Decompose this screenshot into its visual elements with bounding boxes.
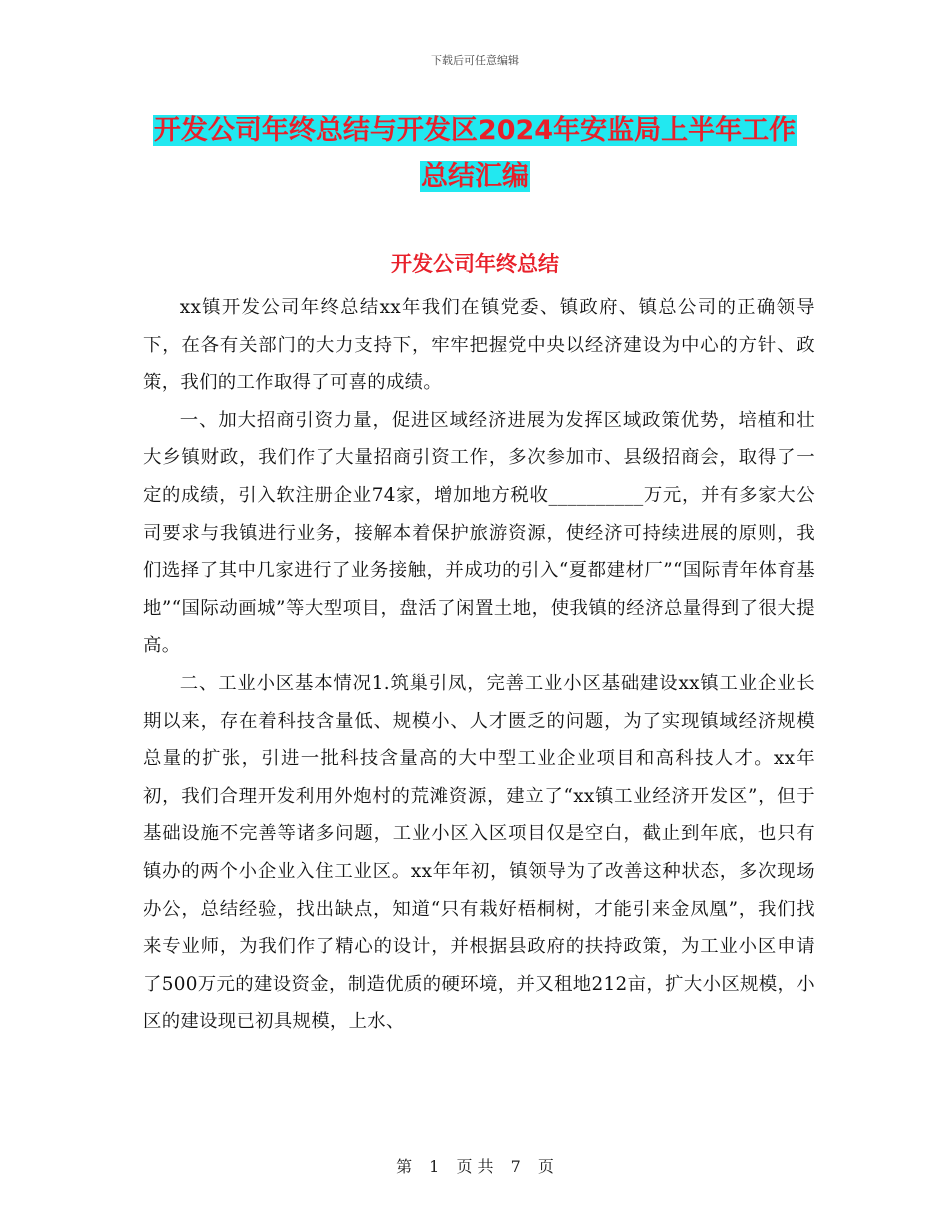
document-title [0, 108, 950, 200]
footer-total-pages: 7 [510, 1157, 521, 1176]
footer-page-suffix: 页 [537, 1157, 554, 1176]
page-footer [0, 1154, 950, 1177]
section-title: 开发公司年终总结 [391, 252, 559, 276]
footer-page-mid: 页 共 [456, 1157, 494, 1176]
paragraph: 一、加大招商引资力量，促进区域经济进展为发挥区域政策优势，培植和壮大乡镇财政，我们作了大量招商引资工作，多次参加市、县级招商会，取得了一定的成绩，引入软注册企业74家，增加地方税收__________万元，并有多家大公司要求与我镇进行业务，接解本着保护旅游资源，使经济可持续进展的原则，我们选择了其中几家进行了业务接触，并成功的引入“夏都建材厂”“国际青年体育基地”“国际动画城”等大型项目，盘活了闲置土地，使我镇的经济总量得到了很大提高。 [143, 409, 815, 657]
footer-page-number: 1 [429, 1157, 440, 1176]
body-text [143, 289, 815, 1041]
document-title-line-2: 总结汇编 [421, 161, 529, 192]
header-note: 下载后可任意编辑 [431, 54, 519, 67]
paragraph: xx镇开发公司年终总结xx年我们在镇党委、镇政府、镇总公司的正确领导下，在各有关部门的大力支持下，牢牢把握党中央以经济建设为中心的方针、政策，我们的工作取得了可喜的成绩。 [143, 297, 815, 394]
document-title-line-1: 开发公司年终总结与开发区2024年安监局上半年工作 [153, 115, 797, 146]
footer-page-prefix: 第 [396, 1157, 413, 1176]
paragraph: 二、工业小区基本情况1.筑巢引凤，完善工业小区基础建设xx镇工业企业长期以来，存在着科技含量低、规模小、人才匮乏的问题，为了实现镇域经济规模总量的扩张，引进一批科技含量高的大中型工业企业项目和高科技人才。xx年初，我们合理开发利用外炮村的荒滩资源，建立了“xx镇工业经济开发区”，但于基础设施不完善等诸多问题，工业小区入区项目仅是空白，截止到年底，也只有镇办的两个小企业入住工业区。xx年年初，镇领导为了改善这种状态，多次现场办公，总结经验，找出缺点，知道“只有栽好梧桐树，才能引来金凤凰”，我们找来专业师，为我们作了精心的设计，并根据县政府的扶持政策，为工业小区申请了500万元的建设资金，制造优质的硬环境，并又租地212亩，扩大小区规模，小区的建设现已初具规模，上水、 [143, 672, 815, 1033]
